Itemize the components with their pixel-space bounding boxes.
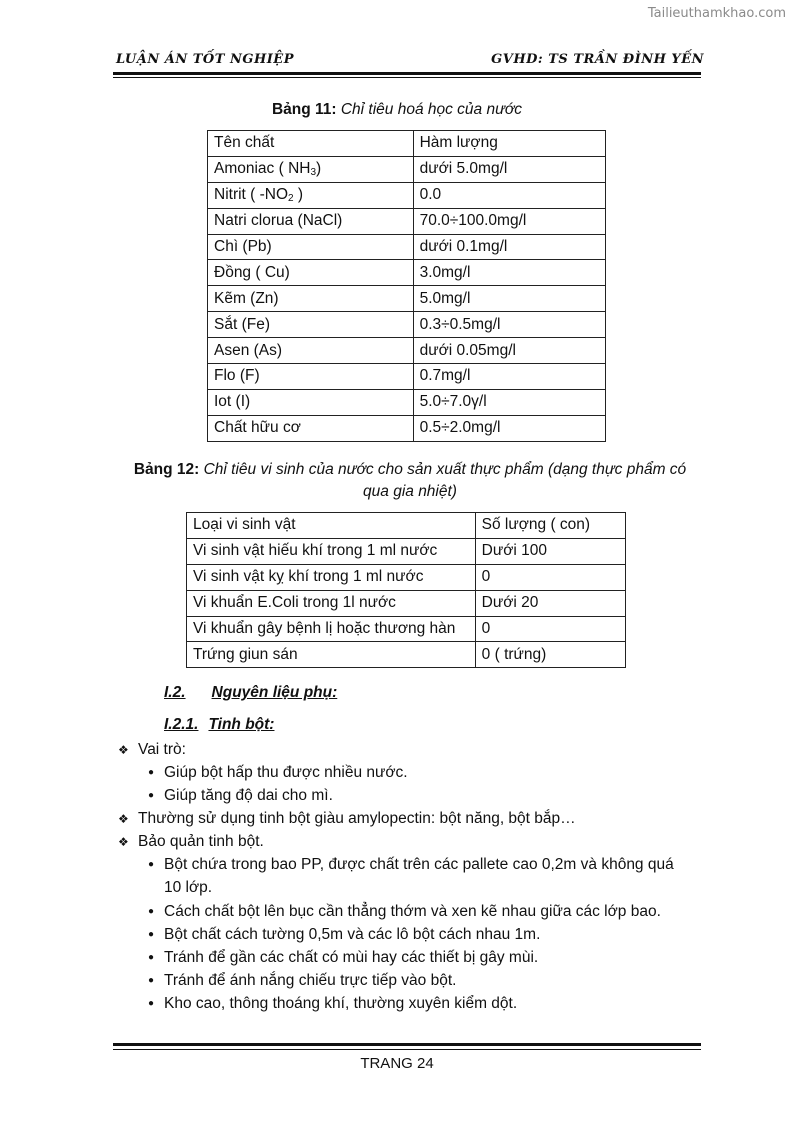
table-cell: Dưới 20 [475, 590, 625, 616]
table-cell: Asen (As) [208, 338, 414, 364]
table11-caption [0, 101, 794, 119]
table-cell: 0.0 [413, 182, 605, 208]
subsection-heading [164, 716, 274, 734]
table-row [208, 415, 606, 441]
table11-caption-label: Bảng 11: [271, 101, 337, 118]
table-cell: 3.0mg/l [413, 260, 605, 286]
list-item-text: Bột chứa trong bao PP, được chất trên các pallete cao 0,2m và không quá [164, 856, 674, 873]
list-item-continuation: 10 lớp. [164, 879, 213, 896]
page-number: TRANG 24 [360, 1055, 434, 1072]
table-cell: 5.0mg/l [413, 286, 605, 312]
diamond-bullet-icon: ❖ [118, 812, 129, 826]
table-cell: Sắt (Fe) [208, 312, 414, 338]
table-cell: 0.3÷0.5mg/l [413, 312, 605, 338]
table-row [208, 182, 606, 208]
table-cell: Flo (F) [208, 364, 414, 390]
header-rule-thin [113, 77, 701, 78]
table-cell: Dưới 100 [475, 538, 625, 564]
table12-caption-line2 [110, 481, 710, 503]
bullet-icon: ● [147, 952, 155, 963]
bullet-icon: ● [147, 906, 155, 917]
list-item-text: Vai trò: [138, 741, 186, 758]
table-row [187, 616, 626, 642]
footer-rule-thin [113, 1049, 701, 1050]
subscript: 2 [288, 193, 294, 205]
list-item-text: Bột chất cách tường 0,5m và các lô bột cách nhau 1m. [164, 926, 541, 943]
table-cell: dưới 0.1mg/l [413, 234, 605, 260]
table-row [187, 642, 626, 668]
table-row [208, 260, 606, 286]
table-cell: Trứng giun sán [187, 642, 476, 668]
table-cell: dưới 0.05mg/l [413, 338, 605, 364]
table12-caption [110, 459, 710, 503]
bullet-icon: ● [147, 929, 155, 940]
header-rule [113, 72, 701, 75]
list-item [138, 761, 408, 784]
list-item [118, 738, 186, 762]
table-cell: dưới 5.0mg/l [413, 156, 605, 182]
list-item-text: Giúp tăng độ dai cho mì. [164, 787, 333, 804]
section-title: Nguyên liệu phụ: [211, 684, 338, 701]
table12-caption-line1 [110, 459, 710, 481]
table-cell: 0 [475, 616, 625, 642]
table-row [208, 389, 606, 415]
section-heading [164, 684, 337, 702]
subsection-title: Tinh bột: [208, 716, 275, 733]
list-item-text: Tránh để gần các chất có mùi hay các thiết bị gây mùi. [164, 949, 539, 966]
table12-caption-label: Bảng 12: [133, 461, 200, 478]
table-cell: 5.0÷7.0γ/l [413, 389, 605, 415]
header-advisor: GVHD: TS TRẦN ĐÌNH YẾN [491, 52, 704, 67]
list-item-text: Giúp bột hấp thu được nhiều nước. [164, 764, 408, 781]
bullet-icon: ● [147, 998, 155, 1009]
table-cell: Natri clorua (NaCl) [208, 208, 414, 234]
list-item [138, 900, 661, 923]
cell-text-tail: ) [293, 186, 304, 204]
table-cell: 0 ( trứng) [475, 642, 625, 668]
bullet-icon: ● [147, 767, 155, 778]
table-cell: 0.7mg/l [413, 364, 605, 390]
table-cell: Đồng ( Cu) [208, 260, 414, 286]
table-cell: Vi sinh vật hiếu khí trong 1 ml nước [187, 538, 476, 564]
table-row [208, 364, 606, 390]
section-number: I.2. [164, 684, 186, 701]
subscript: 3 [310, 167, 317, 179]
list-item-text: Thường sử dụng tinh bột giàu amylopectin: bột năng, bột bắp… [138, 810, 576, 827]
bullet-icon: ● [147, 975, 155, 986]
list-item [138, 853, 674, 876]
table-row [208, 286, 606, 312]
table-row [187, 564, 626, 590]
cell-text: Nitrit ( -NO [214, 186, 289, 204]
table-row [208, 208, 606, 234]
cell-text-tail: ) [316, 160, 322, 178]
table-cell: Vi khuẩn gây bệnh lị hoặc thương hàn [187, 616, 476, 642]
list-item-text: Kho cao, thông thoáng khí, thường xuyên kiểm dột. [164, 995, 518, 1012]
table-row [187, 590, 626, 616]
footer-rule [113, 1043, 701, 1046]
list-item-text: Bảo quản tinh bột. [138, 833, 264, 850]
diamond-bullet-icon: ❖ [118, 835, 129, 849]
bullet-icon: ● [147, 859, 155, 870]
table-cell: 0.5÷2.0mg/l [413, 415, 605, 441]
subsection-number: I.2.1. [164, 716, 199, 733]
table-cell: 70.0÷100.0mg/l [413, 208, 605, 234]
table11 [207, 130, 606, 442]
list-item-text: Cách chất bột lên bục cần thẳng thớm và xen kẽ nhau giữa các lớp bao. [164, 903, 661, 920]
table12-caption-title: Chỉ tiêu vi sinh của nước cho sản xuất thực phẩm (dạng thực phẩm có [203, 461, 687, 478]
cell-text: Amoniac ( NH [214, 160, 311, 178]
watermark: Tailieuthamkhao.com [647, 6, 786, 21]
table-row [208, 338, 606, 364]
list-item [138, 784, 333, 807]
list-item-text: Tránh để ánh nắng chiếu trực tiếp vào bột. [164, 972, 457, 989]
table-row [208, 312, 606, 338]
table-row [208, 156, 606, 182]
list-item [138, 992, 517, 1015]
list-item [118, 830, 264, 854]
table-header-cell: Số lượng ( con) [475, 513, 625, 539]
table-cell: Vi sinh vật kỵ khí trong 1 ml nước [187, 564, 476, 590]
table12 [186, 512, 626, 668]
diamond-bullet-icon: ❖ [118, 743, 129, 757]
list-item [118, 807, 576, 831]
list-item [138, 946, 538, 969]
table-cell: 0 [475, 564, 625, 590]
table-cell [208, 182, 414, 208]
table-cell: Chì (Pb) [208, 234, 414, 260]
table12-caption-title-cont: qua gia nhiệt) [363, 483, 457, 500]
table-cell: Chất hữu cơ [208, 415, 414, 441]
table-cell: Kẽm (Zn) [208, 286, 414, 312]
list-item [138, 923, 540, 946]
table-header-cell: Hàm lượng [413, 131, 605, 157]
table-header-cell: Tên chất [208, 131, 414, 157]
table-header-row [187, 513, 626, 539]
table-cell [208, 156, 414, 182]
table-cell: Vi khuẩn E.Coli trong 1l nước [187, 590, 476, 616]
table-header-cell: Loại vi sinh vật [187, 513, 476, 539]
table-row [208, 234, 606, 260]
bullet-icon: ● [147, 790, 155, 801]
table-header-row [208, 131, 606, 157]
header-title: LUẬN ÁN TỐT NGHIỆP [116, 52, 294, 67]
table11-caption-title: Chỉ tiêu hoá học của nước [340, 101, 523, 118]
list-item [138, 969, 456, 992]
table-row [187, 538, 626, 564]
table-cell: Iot (I) [208, 389, 414, 415]
